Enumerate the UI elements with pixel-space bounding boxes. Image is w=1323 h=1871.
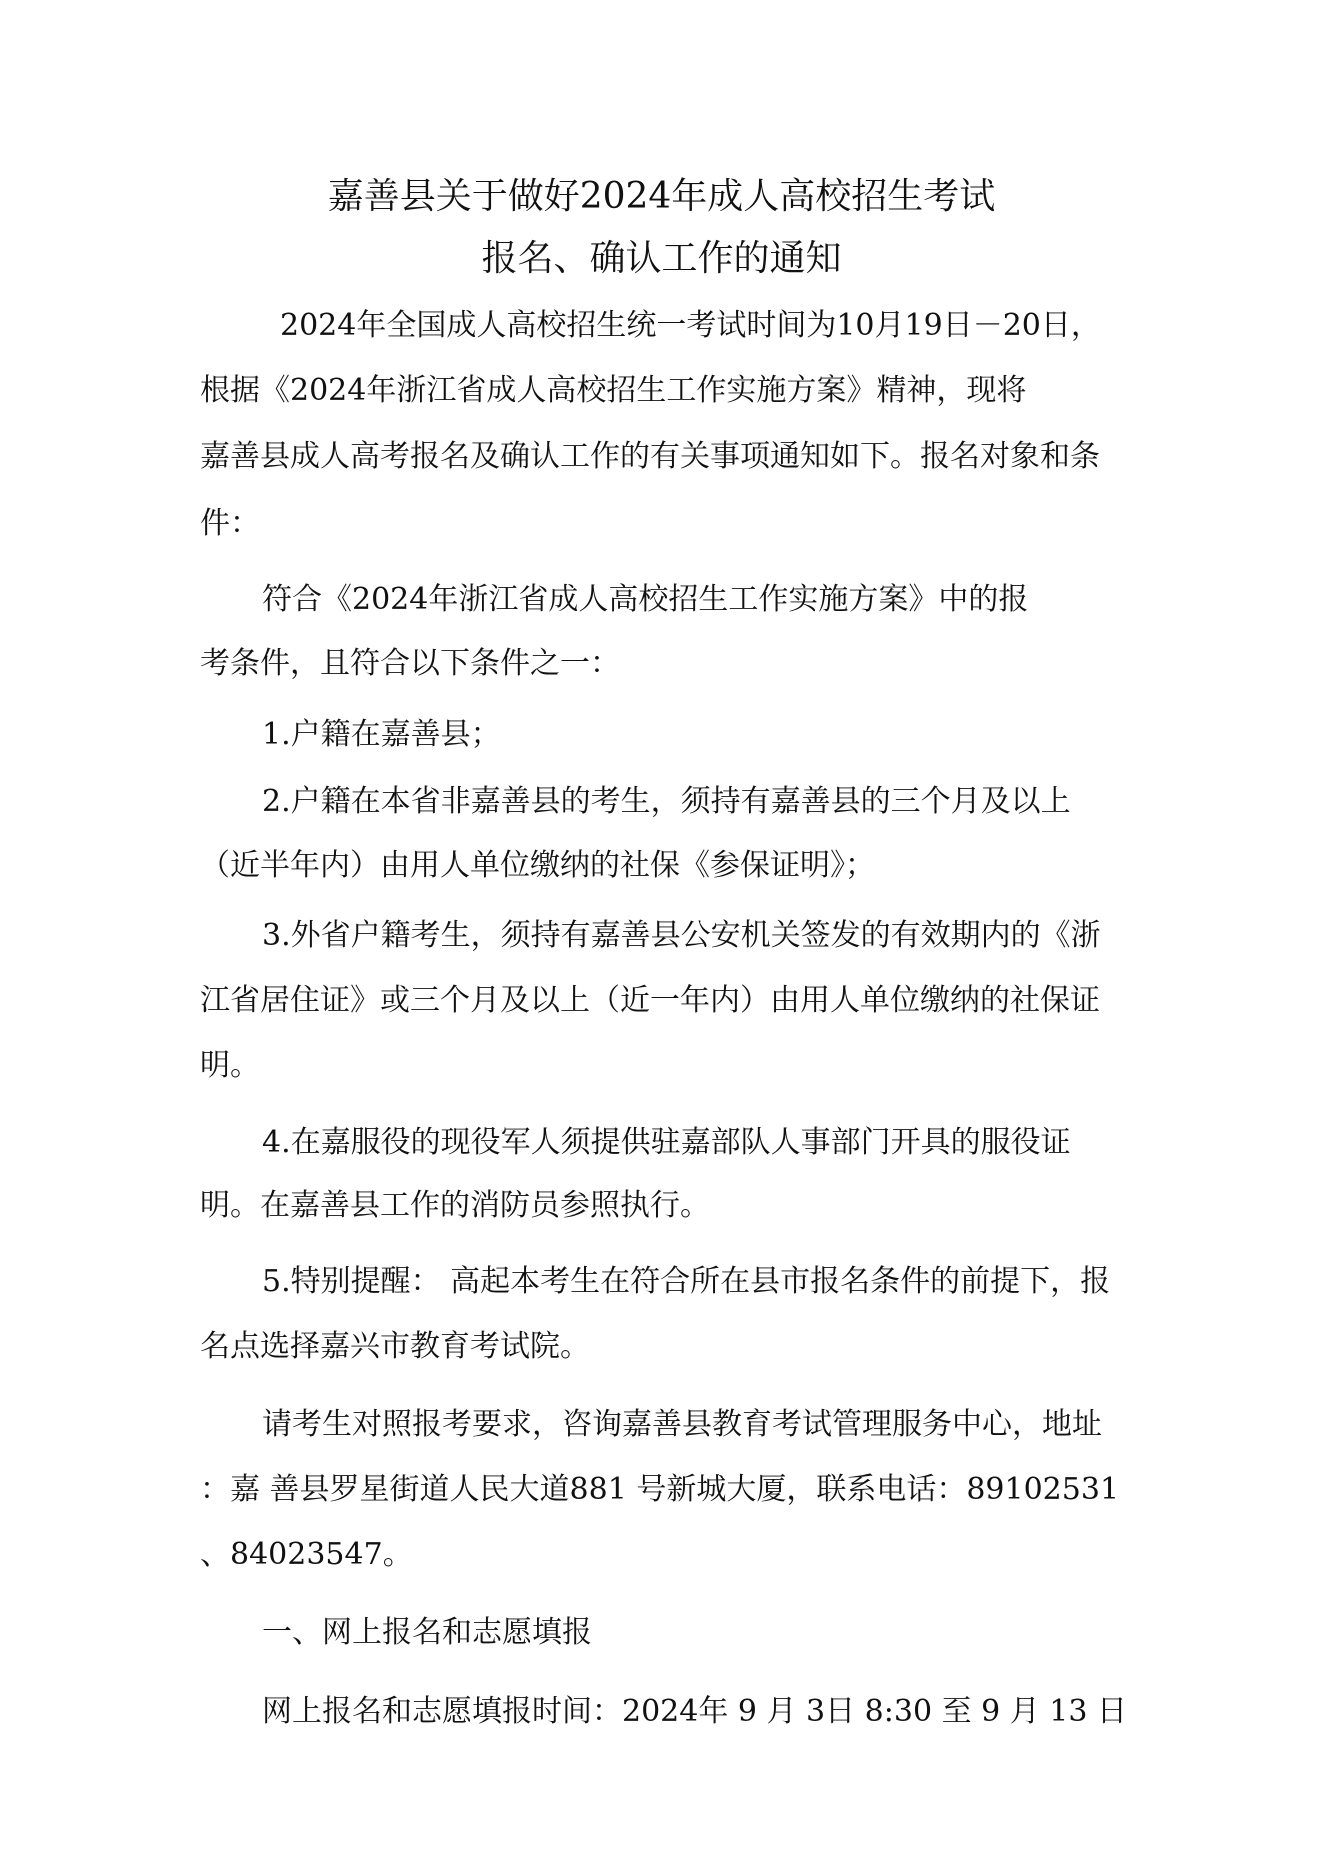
document-title-line-2: 报名、确认工作的通知 (481, 238, 842, 279)
paragraph-line: 1.户籍在嘉善县； (262, 717, 501, 752)
paragraph-line: 2.户籍在本省非嘉善县的考生，须持有嘉善县的三个月及以上 (262, 784, 1071, 819)
paragraph-line: 4.在嘉服役的现役军人须提供驻嘉部队人事部门开具的服役证 (262, 1125, 1071, 1160)
paragraph-line: ：嘉 善县罗星街道人民大道881 号新城大厦，联系电话：89102531 (200, 1472, 1120, 1507)
paragraph-line: 考条件，且符合以下条件之一： (200, 646, 620, 681)
paragraph-line: 嘉善县成人高考报名及确认工作的有关事项通知如下。报名对象和条 (200, 439, 1100, 474)
paragraph-line: 明。在嘉善县工作的消防员参照执行。 (200, 1188, 710, 1223)
paragraph-line: 、84023547。 (200, 1537, 413, 1572)
paragraph-line: （近半年内）由用人单位缴纳的社保《参保证明》； (200, 848, 875, 883)
document-title-line-1: 嘉善县关于做好2024年成人高校招生考试 (327, 176, 996, 217)
paragraph-line: 网上报名和志愿填报时间：2024年 9 月 3日 8:30 至 9 月 13 日 (262, 1694, 1127, 1729)
paragraph-line: 5.特别提醒： 高起本考生在符合所在县市报名条件的前提下，报 (262, 1264, 1111, 1299)
section-heading: 一、网上报名和志愿填报 (262, 1615, 592, 1650)
paragraph-line: 3.外省户籍考生，须持有嘉善县公安机关签发的有效期内的《浙 (262, 918, 1101, 953)
paragraph-line: 件： (200, 506, 260, 541)
paragraph-line: 请考生对照报考要求，咨询嘉善县教育考试管理服务中心，地址 (262, 1407, 1102, 1442)
paragraph-line: 名点选择嘉兴市教育考试院。 (200, 1329, 590, 1364)
paragraph-line: 符合《2024年浙江省成人高校招生工作实施方案》中的报 (262, 582, 1029, 617)
paragraph-line: 根据《2024年浙江省成人高校招生工作实施方案》精神，现将 (200, 373, 1027, 408)
paragraph-line: 明。 (200, 1048, 260, 1083)
paragraph-line: 2024年全国成人高校招生统一考试时间为10月19日－20日， (280, 308, 1101, 343)
paragraph-line: 江省居住证》或三个月及以上（近一年内）由用人单位缴纳的社保证 (200, 983, 1100, 1018)
